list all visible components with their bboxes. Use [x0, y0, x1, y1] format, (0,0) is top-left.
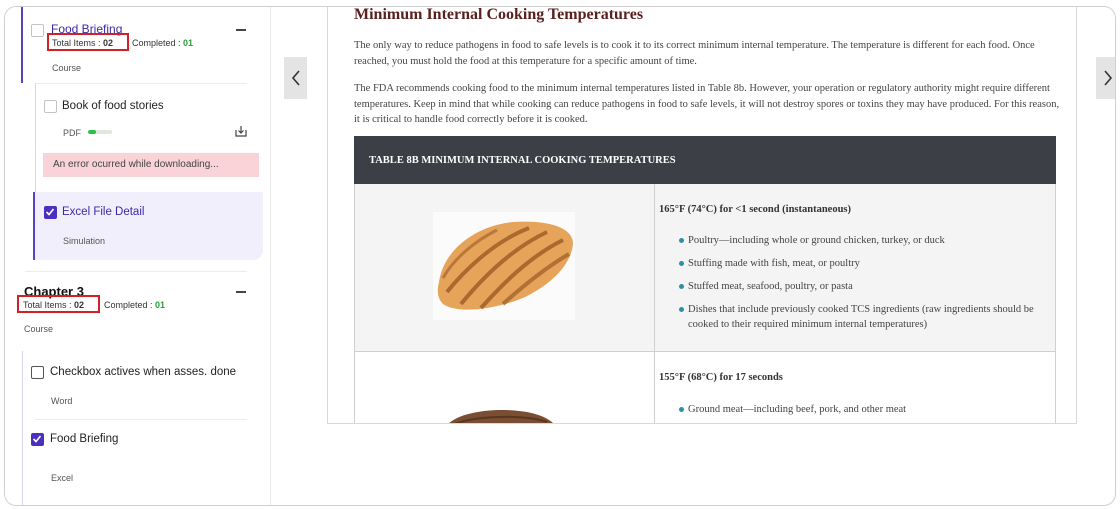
- food-briefing-2-checkbox[interactable]: [31, 433, 44, 446]
- chapter-track: [21, 7, 23, 83]
- food-briefing-title[interactable]: Food Briefing: [51, 22, 123, 36]
- course-sidebar: [5, 7, 271, 505]
- sub-track: [35, 83, 36, 193]
- checkbox-item-type: Word: [51, 396, 73, 406]
- food-briefing-2-type: Excel: [51, 473, 74, 483]
- table-row: [354, 184, 1056, 352]
- excel-type-label: Simulation: [63, 236, 106, 246]
- temperature-cell: [655, 184, 1055, 351]
- table-row: [354, 352, 1056, 424]
- divider: [35, 419, 247, 420]
- list-item: Ground meat—including beef, pork, and other meat: [659, 402, 1039, 417]
- app-frame: [4, 6, 1116, 506]
- chapter-3-title[interactable]: Chapter 3: [24, 284, 84, 299]
- excel-title[interactable]: Excel File Detail: [62, 206, 145, 218]
- total-items-count: Total Items : 02: [23, 300, 85, 310]
- food-briefing-2-title[interactable]: Food Briefing: [50, 433, 119, 445]
- book-title[interactable]: Book of food stories: [62, 100, 164, 112]
- total-items-count: Total Items : 02: [52, 38, 114, 48]
- table-header: TABLE 8B MINIMUM INTERNAL COOKING TEMPERATURES: [354, 136, 1056, 184]
- grilled-chicken-image: [433, 212, 575, 320]
- list-item: Dishes that include previously cooked TCS ingredients (raw ingredients should be cooked to their required minimum internal temperatures): [659, 302, 1039, 332]
- document-viewer[interactable]: [327, 6, 1077, 424]
- chevron-right-icon: [1103, 70, 1113, 86]
- chapter-3-track: [22, 351, 23, 505]
- checkbox-item-title[interactable]: Checkbox actives when asses. done: [50, 366, 237, 378]
- next-page-button[interactable]: [1096, 57, 1116, 99]
- food-briefing-checkbox[interactable]: [31, 24, 44, 37]
- selected-item-background[interactable]: [33, 192, 263, 260]
- collapse-icon[interactable]: [236, 29, 246, 31]
- intro-paragraph: The only way to reduce pathogens in food to safe levels is to cook it to its correct minimum internal temperature. The temperature is different for each food. Once reached, you must hold the food at this temperature for a specific amount of time.: [354, 40, 1035, 67]
- temperature-cell: [655, 352, 1055, 424]
- chevron-left-icon: [291, 70, 301, 86]
- excel-checkbox[interactable]: [44, 206, 57, 219]
- chapter-type-label: Course: [24, 324, 54, 334]
- document-title: Minimum Internal Cooking Temperatures: [354, 6, 644, 23]
- collapse-icon[interactable]: [236, 291, 246, 293]
- selected-item-track: [33, 192, 35, 260]
- list-item: Stuffed meat, seafood, poultry, or pasta: [659, 279, 1039, 294]
- food-list: [659, 233, 1039, 340]
- completed-count: Completed : 01: [104, 300, 166, 310]
- book-type-label: PDF: [63, 128, 81, 138]
- temperature-label: 165°F (74°C) for <1 second (instantaneous): [659, 204, 852, 215]
- list-item: Poultry—including whole or ground chicken, turkey, or duck: [659, 233, 1039, 248]
- download-progress-fill: [88, 130, 96, 134]
- fda-paragraph: The FDA recommends cooking food to the minimum internal temperatures listed in Table 8b. However, your operation or regulatory authority might require different temperatures. Keep in mind that while cooking can reduce pathogens in food to safe levels, it will not destroy spores or toxins they may have produced. For this reason, it is critical to handle food correctly before it is cooked.: [354, 83, 1060, 125]
- completed-count: Completed : 01: [132, 38, 194, 48]
- ground-meat-image: [443, 408, 559, 424]
- list-item: Stuffing made with fish, meat, or poultry: [659, 256, 1039, 271]
- book-checkbox[interactable]: [44, 100, 57, 113]
- temperature-label: 155°F (68°C) for 17 seconds: [659, 372, 783, 383]
- download-error-message: An error ocurred while downloading...: [43, 153, 259, 177]
- divider: [35, 83, 247, 84]
- meat-image-cell: [355, 352, 655, 424]
- checkbox-item-checkbox[interactable]: [31, 366, 44, 379]
- item-type-label: Course: [52, 63, 82, 73]
- download-progress: [88, 130, 112, 134]
- download-icon[interactable]: [234, 124, 248, 138]
- food-list: [659, 402, 1039, 424]
- divider: [25, 271, 247, 272]
- chicken-image-cell: [355, 184, 655, 351]
- previous-page-button[interactable]: [284, 57, 307, 99]
